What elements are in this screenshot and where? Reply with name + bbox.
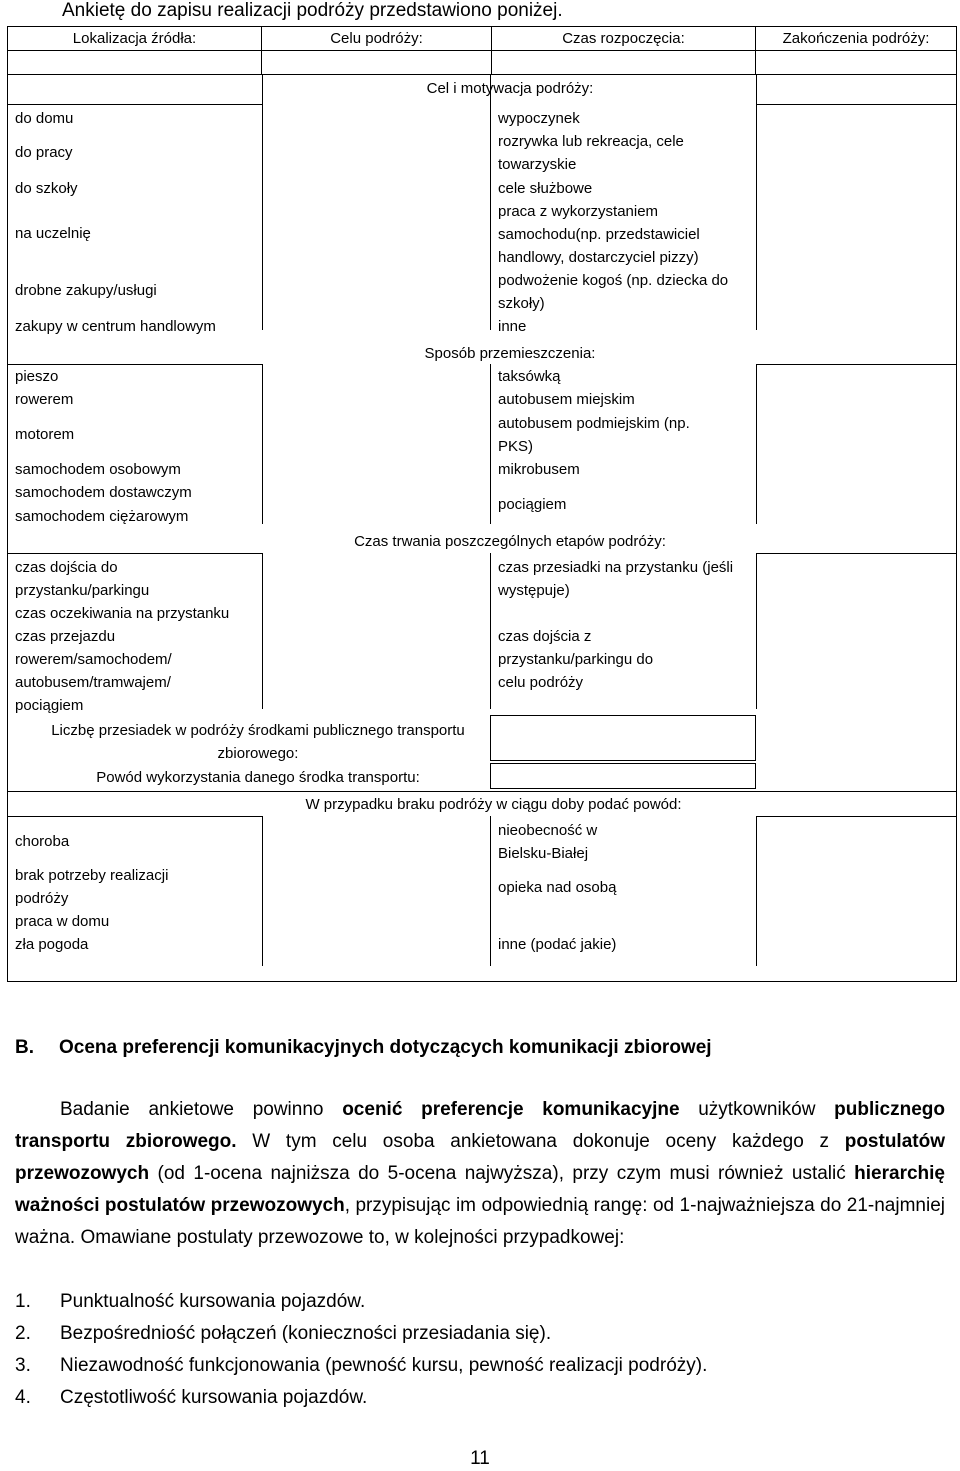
duration-option: czas przesiadki na przystanku (jeśli występuje) xyxy=(498,559,734,599)
mode-option: taksówką xyxy=(498,368,561,385)
purpose-option: wypoczynek xyxy=(498,110,580,127)
transfers-title: Liczbę przesiadek w podróży środkami publicznego transportu zbiorowego: xyxy=(51,722,465,762)
mode-option: autobusem podmiejskim (np. PKS) xyxy=(498,415,690,455)
end-time-cell[interactable] xyxy=(756,27,956,74)
duration-title: Czas trwania poszczególnych etapów podróży: xyxy=(354,533,666,550)
reason-title: Powód wykorzystania danego środka transportu: xyxy=(96,769,420,786)
section-b-paragraph: Badanie ankietowe powinno ocenić preferencje komunikacyjne użytkowników publicznego transportu zbiorowego. W tym celu osoba ankietowana dokonuje oceny każdego z postulatów przewozowych (od 1-ocena najniższa do 5-ocena najwyższa), przy czym musi również ustalić hierarchię ważności postulatów przewozowych, przypisując im odpowiednią rangę: od 1-najważniejsza do 21-najmniej ważna. Omawiane postulaty przewozowe to, w kolejności przypadkowej: xyxy=(15,1099,945,1248)
purpose-option: do pracy xyxy=(15,144,73,161)
mode-option: mikrobusem xyxy=(498,461,580,478)
intro-text: Ankietę do zapisu realizacji podróży przedstawiono poniżej. xyxy=(62,0,563,21)
mode-title: Sposób przemieszczenia: xyxy=(424,345,596,362)
mode-option: pociągiem xyxy=(498,496,567,513)
start-time-cell[interactable] xyxy=(492,27,756,74)
transfers-input[interactable] xyxy=(490,715,756,761)
purpose-option: podwożenie kogoś (np. dziecka do szkoły) xyxy=(498,272,729,312)
no-trip-option: opieka nad osobą xyxy=(498,879,617,896)
purpose-option: zakupy w centrum handlowym xyxy=(15,318,216,335)
no-trip-option: zła pogoda xyxy=(15,936,89,953)
duration-option: czas dojścia do przystanku/parkingu xyxy=(15,559,150,599)
destination-label: Celu podróży: xyxy=(330,30,423,47)
no-trip-option: inne (podać jakie) xyxy=(498,936,617,953)
duration-option: czas przejazdu rowerem/samochodem/ autobusem/tramwajem/ pociągiem xyxy=(15,628,172,714)
header-row xyxy=(8,27,956,75)
purpose-option: inne xyxy=(498,318,527,335)
mode-option: samochodem dostawczym xyxy=(15,484,192,501)
no-trip-title: W przypadku braku podróży w ciągu doby podać powód: xyxy=(305,796,682,813)
no-trip-option: nieobecność w Bielsku-Białej xyxy=(498,822,598,862)
trip-survey-form xyxy=(7,26,957,982)
duration-option: czas oczekiwania na przystanku xyxy=(15,605,230,622)
purpose-option: cele służbowe xyxy=(498,180,593,197)
section-b-number: B. xyxy=(15,1037,34,1058)
no-trip-option: praca w domu xyxy=(15,913,110,930)
mode-option: autobusem miejskim xyxy=(498,391,635,408)
source-location-cell[interactable] xyxy=(8,27,262,74)
purpose-option: na uczelnię xyxy=(15,225,91,242)
source-location-label: Lokalizacja źródła: xyxy=(72,30,197,47)
no-trip-option: brak potrzeby realizacji podróży xyxy=(15,867,169,907)
purpose-option: do domu xyxy=(15,110,74,127)
purpose-title: Cel i motywacja podróży: xyxy=(426,80,594,97)
mode-option: motorem xyxy=(15,426,75,443)
no-trip-option: choroba xyxy=(15,833,70,850)
duration-option: czas dojścia z przystanku/parkingu do celu podróży xyxy=(498,628,654,691)
mode-option: samochodem ciężarowym xyxy=(15,508,189,525)
mode-option: rowerem xyxy=(15,391,74,408)
purpose-option: do szkoły xyxy=(15,180,78,197)
mode-option: pieszo xyxy=(15,368,59,385)
destination-cell[interactable] xyxy=(262,27,492,74)
mode-option: samochodem osobowym xyxy=(15,461,181,478)
section-b-title: Ocena preferencji komunikacyjnych dotyczących komunikacji zbiorowej xyxy=(59,1037,712,1058)
page-number: 11 xyxy=(470,1448,490,1469)
reason-input[interactable] xyxy=(490,763,756,789)
purpose-option: praca z wykorzystaniem samochodu(np. przedstawiciel handlowy, dostarczyciel pizzy) xyxy=(498,203,700,266)
end-time-label: Zakończenia podróży: xyxy=(782,30,930,47)
purpose-option: drobne zakupy/usługi xyxy=(15,282,157,299)
purpose-option: rozrywka lub rekreacja, cele towarzyskie xyxy=(498,133,684,173)
start-time-label: Czas rozpoczęcia: xyxy=(562,30,685,47)
